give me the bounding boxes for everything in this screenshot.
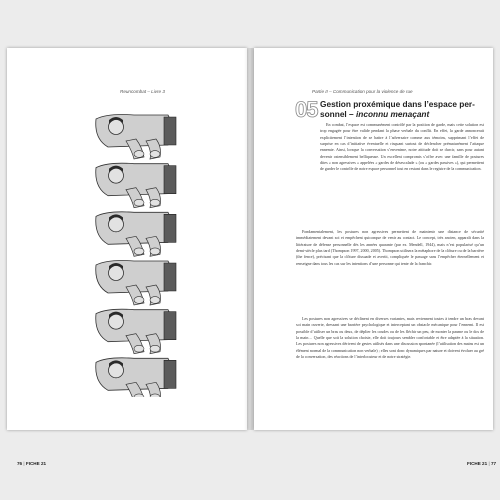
right-page-number: 77: [490, 461, 497, 466]
left-sheet-label: FICHE 21: [25, 461, 47, 466]
figure-hand: [150, 248, 160, 255]
figure-pants: [164, 312, 176, 340]
figure-pants: [164, 117, 176, 145]
figure-hand: [150, 297, 160, 304]
figure-hand: [134, 151, 144, 158]
left-page-number: 76: [17, 461, 23, 466]
figure-pants: [164, 360, 176, 388]
right-folio: [467, 461, 496, 466]
article-subtitle: – inconnu menaçant: [349, 109, 430, 119]
folio-divider: |: [488, 461, 490, 466]
title-line-1: Gestion proxémique dans l’espace per-: [320, 99, 475, 109]
folio-divider: |: [23, 461, 25, 466]
figure-pants: [164, 214, 176, 242]
figure-hand: [150, 151, 160, 158]
right-page: [254, 48, 497, 466]
figure-hand: [150, 345, 160, 352]
figure-hand: [134, 199, 144, 206]
left-running-head: Reuncombat – Livre 3: [120, 89, 165, 94]
figure-hand: [150, 199, 160, 206]
figure-hand: [134, 297, 144, 304]
paragraph-3: Les postures non agressives se déclinent en diverses variantes, mais reviennent toutes à tendre un bras devant soi main ouverte, dressant une barrière psychologique et interceptant un obstacle mécanique pour l’ennemi. Il est possible d’utiliser un bras ou deux, de déplier les coudes ou de les fléchir un peu, de monter la paume ou le dos de la main… Quelle que soit la solution choisie, elle doit toujours sembler confortable et être adaptée à la situation. Les postures non agressives dérivent de gestes utilisés dans une discussion spontanée (l’utilisation des mains est un élément normal de la communication non verbale) ; elles sont donc dynamiques par nature et doivent évoluer au gré de la conversation, des réactions de l’interlocuteur et de notre stratégie.: [296, 316, 484, 360]
defensive-stances-illustration: [88, 105, 178, 397]
title-line-2: sonnel: [320, 109, 350, 119]
left-folio: [17, 461, 46, 466]
figure-hand: [134, 345, 144, 352]
left-page: [7, 48, 247, 466]
paragraph-1: En combat, l’espace est communément contrôlé par la position de garde, mais cette solution est trop engagée pour être valide pendant la phase verbale du conflit. En effet, la garde annoncerait explicitement l’intention de se battre à l’adversaire comme aux témoins, supprimant l’effet de surprise en cas d’initiative éventuelle et risquant surtout de déclencher prématurément l’attaque ennemie. Ainsi, lorsque la conversation s’envenime, notre attitude doit se durcir, sans pour autant devenir ostensiblement belliqueuse. Un excellent compromis s’offre avec une famille de postures dites « non agressives » appelées « gardes de désescalade » (ou « gardes passives »), qui permettent de garder le contrôle de notre espace personnel tout en restant dans le registre de la communication.: [320, 122, 484, 172]
article-title: [320, 99, 490, 119]
figure-pants: [164, 166, 176, 194]
figure-hand: [134, 248, 144, 255]
paragraph-2: Fondamentalement, les postures non agressives permettent de maintenir une distance de sécurité immédiatement devant soi et empêchent quiconque de venir au contact. Le concept, très ancien, apparaît dans la littérature de défense personnelle dès les années quarante (par ex. Mendell, 1944), mais n’est popularisé qu’un demi-siècle plus tard (Thompson 1997, 2000, 2005). Thompson utilisera la métaphore de la clôture ou de la barrière (the fence), précisant que la clôture dissuade et avertit, compliquée le passage sans l’empêcher éternellement et renseigne dans tous les cas sur les intentions d’une personne qui tente de la franchir.: [296, 229, 484, 266]
right-sheet-label: FICHE 21: [467, 461, 488, 466]
right-running-head: Partie II – Communication pour la violence de rue: [312, 89, 413, 94]
article-number: 05: [295, 97, 318, 122]
figure-pants: [164, 263, 176, 291]
